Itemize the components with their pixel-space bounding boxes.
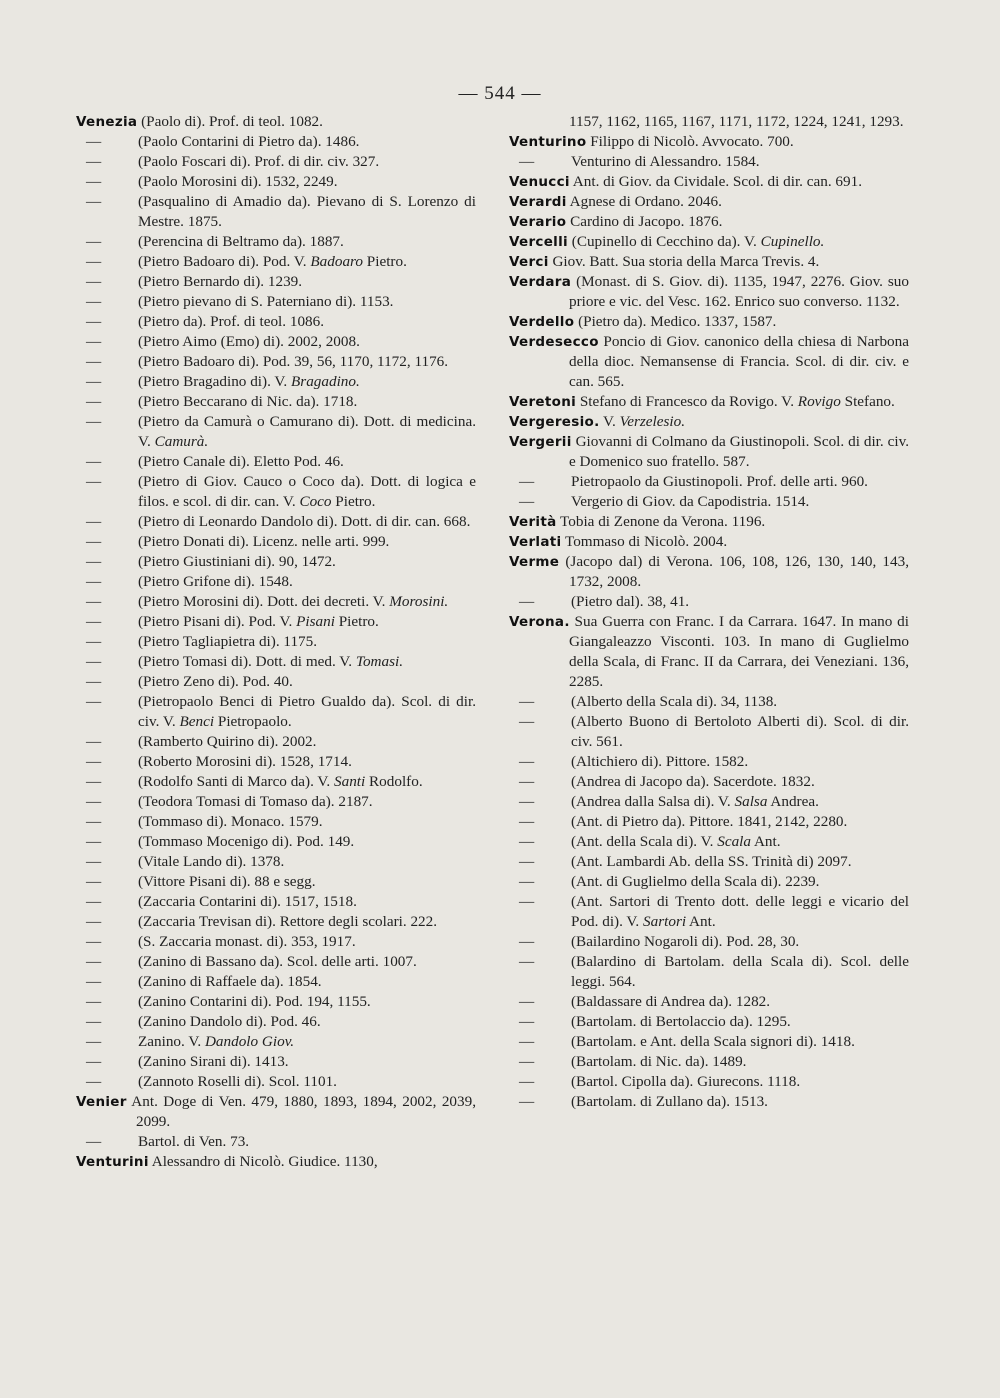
entry-dash: — <box>519 893 535 910</box>
entry-text: (Ant. della Scala di). V. <box>571 833 718 850</box>
entry-text: Tommaso di Nicolò. 2004. <box>561 533 728 550</box>
index-entry <box>509 612 909 692</box>
entry-dash: — <box>519 1093 535 1110</box>
entry-headword: Verdesecco <box>509 334 599 350</box>
entry-text: (Andrea di Jacopo da). Sacerdote. 1832. <box>571 773 815 790</box>
index-entry <box>509 772 909 792</box>
index-entry <box>509 212 909 232</box>
entry-text: (Pietro da Camurà o Camurano di). Dott. di medicina. V. <box>138 413 476 450</box>
entry-text: (Vittore Pisani di). 88 e segg. <box>138 873 316 890</box>
index-entry <box>76 172 476 192</box>
entry-text: 1157, 1162, 1165, 1167, 1171, 1172, 1224, 1241, 1293. <box>569 113 904 130</box>
entry-text: (Pietro Pisani di). Pod. V. <box>138 613 297 630</box>
entry-dash: — <box>86 453 102 470</box>
entry-text: (Pietro Beccarano di Nic. da). 1718. <box>138 393 358 410</box>
index-entry <box>76 812 476 832</box>
entry-dash: — <box>519 933 535 950</box>
entry-text: Giovanni di Colmano da Giustinopoli. Scol. di dir. civ. e Domenico suo fratello. 587. <box>569 433 909 470</box>
entry-headword: Vercelli <box>509 234 568 250</box>
entry-dash: — <box>86 913 102 930</box>
index-entry <box>76 672 476 692</box>
index-entry <box>509 232 909 252</box>
entry-text: (Pasqualino di Amadio da). Pievano di S. Lorenzo di Mestre. 1875. <box>138 193 476 230</box>
entry-text: (Ant. di Pietro da). Pittore. 1841, 2142, 2280. <box>571 813 848 830</box>
entry-headword: Verario <box>509 214 567 230</box>
index-entry <box>509 512 909 532</box>
entry-dash: — <box>86 1073 102 1090</box>
entry-dash: — <box>86 373 102 390</box>
entry-text: (Pietro da). Medico. 1337, 1587. <box>574 313 777 330</box>
index-entry <box>509 952 909 992</box>
entry-text: (Paolo di). Prof. di teol. 1082. <box>137 113 323 130</box>
entry-text: (Bartolam. di Zullano da). 1513. <box>571 1093 768 1110</box>
index-entry <box>509 1092 909 1112</box>
index-entry <box>76 252 476 272</box>
index-entry <box>76 792 476 812</box>
entry-reference: Santi <box>334 773 366 790</box>
entry-reference: Badoaro <box>310 253 363 270</box>
entry-text: (Perencina di Beltramo da). 1887. <box>138 233 344 250</box>
entry-text: (Tommaso di). Monaco. 1579. <box>138 813 323 830</box>
index-entry <box>76 292 476 312</box>
entry-text: Agnese di Ordano. 2046. <box>566 193 722 210</box>
index-entry <box>76 772 476 792</box>
index-entry <box>76 1092 476 1132</box>
entry-text-tail: Pietro. <box>363 253 407 270</box>
entry-dash: — <box>519 793 535 810</box>
entry-text-tail: Andrea. <box>767 793 819 810</box>
entry-reference: Rovigo <box>797 393 841 410</box>
entry-dash: — <box>86 613 102 630</box>
index-entry <box>76 1032 476 1052</box>
entry-headword: Venucci <box>509 174 570 190</box>
entry-headword: Venier <box>76 1094 127 1110</box>
right-column <box>509 112 909 1112</box>
index-entry <box>76 592 476 612</box>
index-entry <box>509 532 909 552</box>
index-entry <box>509 712 909 752</box>
entry-text: (Bartolam. di Bertolaccio da). 1295. <box>571 1013 791 1030</box>
entry-dash: — <box>519 713 535 730</box>
entry-dash: — <box>519 693 535 710</box>
entry-dash: — <box>86 673 102 690</box>
index-entry <box>76 512 476 532</box>
page-number: — 544 — <box>458 83 542 104</box>
index-entry <box>76 232 476 252</box>
entry-text: (Pietropaolo Benci di Pietro Gualdo da). Scol. di dir. civ. V. <box>138 693 476 730</box>
entry-text: (Pietro da). Prof. di teol. 1086. <box>138 313 325 330</box>
entry-dash: — <box>519 1073 535 1090</box>
entry-dash: — <box>519 813 535 830</box>
index-entry <box>509 112 909 132</box>
entry-dash: — <box>86 1013 102 1030</box>
entry-text: (Zanino Contarini di). Pod. 194, 1155. <box>138 993 371 1010</box>
entry-text-tail: Ant. <box>750 833 781 850</box>
entry-dash: — <box>86 593 102 610</box>
entry-text: (Alberto della Scala di). 34, 1138. <box>571 693 778 710</box>
entry-text: (Pietro di Giov. Cauco o Coco da). Dott. di logica e filos. e scol. di dir. can. V. <box>138 473 476 510</box>
entry-dash: — <box>86 273 102 290</box>
index-entry <box>509 992 909 1012</box>
entry-headword: Verità <box>509 514 557 530</box>
index-entry <box>76 412 476 452</box>
entry-text: Venturino di Alessandro. 1584. <box>571 153 760 170</box>
index-entry <box>76 832 476 852</box>
entry-reference: Tomasi. <box>355 653 404 670</box>
entry-text: (Pietro pievano di S. Paterniano di). 1153. <box>138 293 394 310</box>
entry-reference: Scala <box>717 833 751 850</box>
index-entry <box>509 312 909 332</box>
entry-text: (Andrea dalla Salsa di). V. <box>571 793 735 810</box>
entry-dash: — <box>86 513 102 530</box>
entry-text: (Roberto Morosini di). 1528, 1714. <box>138 753 352 770</box>
index-entry <box>509 812 909 832</box>
entry-dash: — <box>86 873 102 890</box>
index-entry <box>509 1032 909 1052</box>
entry-text: Stefano di Francesco da Rovigo. V. <box>576 393 798 410</box>
entry-text: Bartol. di Ven. 73. <box>138 1133 250 1150</box>
entry-text: (Ant. Lambardi Ab. della SS. Trinità di) 2097. <box>571 853 852 870</box>
entry-text: Sua Guerra con Franc. I da Carrara. 1647. In mano di Giangaleazzo Visconti. 103. In mano di Guglielmo della Scala, di Franc. II da Carrara, dei Veneziani. 136, 2285. <box>569 613 909 690</box>
entry-dash: — <box>86 173 102 190</box>
entry-text: Poncio di Giov. canonico della chiesa di Narbona della dioc. Nemansense di Francia. Scol. di dir. civ. e can. 565. <box>569 333 909 390</box>
entry-dash: — <box>519 953 535 970</box>
entry-dash: — <box>519 473 535 490</box>
entry-text: (Paolo Morosini di). 1532, 2249. <box>138 173 338 190</box>
entry-dash: — <box>86 773 102 790</box>
entry-dash: — <box>86 133 102 150</box>
index-entry <box>76 472 476 512</box>
entry-dash: — <box>86 293 102 310</box>
entry-reference: Camurà. <box>154 433 209 450</box>
index-entry <box>509 1012 909 1032</box>
entry-reference: Coco <box>299 493 332 510</box>
index-entry <box>509 132 909 152</box>
index-entry <box>509 432 909 472</box>
entry-text: (Pietro di Leonardo Dandolo di). Dott. di dir. can. 668. <box>138 513 471 530</box>
index-entry <box>76 112 476 132</box>
entry-text-tail: Ant. <box>686 913 716 930</box>
entry-dash: — <box>86 553 102 570</box>
entry-dash: — <box>86 313 102 330</box>
index-entry <box>76 612 476 632</box>
index-entry <box>509 1072 909 1092</box>
entry-headword: Verme <box>509 554 560 570</box>
entry-headword: Verdello <box>509 314 575 330</box>
index-entry <box>509 892 909 932</box>
entry-dash: — <box>519 853 535 870</box>
index-entry <box>76 912 476 932</box>
entry-dash: — <box>86 1053 102 1070</box>
entry-dash: — <box>86 153 102 170</box>
entry-dash: — <box>519 493 535 510</box>
entry-reference: Cupinello. <box>760 233 825 250</box>
entry-text: (Monast. di S. Giov. di). 1135, 1947, 2276. Giov. suo priore e vic. del Vesc. 162. Enrico suo converso. 1132. <box>569 273 909 310</box>
entry-dash: — <box>519 1053 535 1070</box>
index-entry <box>509 752 909 772</box>
entry-headword: Venezia <box>76 114 138 130</box>
entry-dash: — <box>86 853 102 870</box>
entry-headword: Verci <box>509 254 549 270</box>
entry-text: V. <box>599 413 620 430</box>
entry-dash: — <box>86 833 102 850</box>
entry-dash: — <box>86 393 102 410</box>
entry-text: (Zanino di Bassano da). Scol. delle arti. 1007. <box>138 953 417 970</box>
index-entry <box>76 652 476 672</box>
entry-text: (Vitale Lando di). 1378. <box>138 853 285 870</box>
entry-dash: — <box>519 753 535 770</box>
entry-text: (Baldassare di Andrea da). 1282. <box>571 993 771 1010</box>
entry-text: (Bartolam. di Nic. da). 1489. <box>571 1053 747 1070</box>
entry-headword: Vergerii <box>509 434 572 450</box>
index-entry <box>509 792 909 812</box>
index-entry <box>76 1152 476 1172</box>
entry-headword: Veretoni <box>509 394 577 410</box>
index-entry <box>76 392 476 412</box>
index-entry <box>76 132 476 152</box>
entry-dash: — <box>86 753 102 770</box>
entry-text: (Pietro dal). 38, 41. <box>571 593 690 610</box>
entry-text: (Ant. Sartori di Trento dott. delle leggi e vicario del Pod. di). V. <box>571 893 909 930</box>
entry-headword: Verona. <box>509 614 570 630</box>
index-entry <box>76 552 476 572</box>
entry-dash: — <box>86 893 102 910</box>
entry-text: (Pietro Tagliapietra di). 1175. <box>138 633 318 650</box>
entry-headword: Venturini <box>76 1154 149 1170</box>
entry-dash: — <box>519 993 535 1010</box>
entry-text-tail: Pietro. <box>334 613 379 630</box>
entry-text: Giov. Batt. Sua storia della Marca Trevis. 4. <box>548 253 820 270</box>
entry-headword: Verardi <box>509 194 567 210</box>
index-entry <box>76 1072 476 1092</box>
index-entry <box>509 472 909 492</box>
entry-dash: — <box>86 633 102 650</box>
index-entry <box>76 332 476 352</box>
index-entry <box>509 272 909 312</box>
entry-text: (Pietro Aimo (Emo) di). 2002, 2008. <box>138 333 360 350</box>
entry-text: (Zanino di Raffaele da). 1854. <box>138 973 322 990</box>
entry-text: (Pietro Canale di). Eletto Pod. 46. <box>138 453 344 470</box>
index-entry <box>509 192 909 212</box>
index-entry <box>76 152 476 172</box>
index-entry <box>509 332 909 392</box>
entry-dash: — <box>86 733 102 750</box>
index-entry <box>76 952 476 972</box>
entry-dash: — <box>86 353 102 370</box>
index-entry <box>76 732 476 752</box>
entry-text: (Pietro Badoaro di). Pod. V. <box>138 253 311 270</box>
index-entry <box>76 632 476 652</box>
index-entry <box>509 872 909 892</box>
entry-dash: — <box>86 933 102 950</box>
index-entry <box>509 592 909 612</box>
index-entry <box>76 372 476 392</box>
entry-text: Tobia di Zenone da Verona. 1196. <box>556 513 766 530</box>
entry-dash: — <box>86 193 102 210</box>
index-entry <box>509 932 909 952</box>
index-entry <box>509 852 909 872</box>
entry-text: (Paolo Foscari di). Prof. di dir. civ. 327. <box>138 153 380 170</box>
entry-dash: — <box>519 1033 535 1050</box>
entry-text: (Alberto Buono di Bertoloto Alberti di). Scol. di dir. civ. 561. <box>571 713 909 750</box>
entry-text: (Pietro Morosini di). Dott. dei decreti. V. <box>138 593 390 610</box>
entry-dash: — <box>86 973 102 990</box>
left-column <box>76 112 476 1172</box>
entry-text: (Teodora Tomasi di Tomaso da). 2187. <box>138 793 373 810</box>
entry-dash: — <box>86 1033 102 1050</box>
entry-text: Pietropaolo da Giustinopoli. Prof. delle arti. 960. <box>571 473 868 490</box>
entry-dash: — <box>86 693 102 710</box>
index-entry <box>76 992 476 1012</box>
entry-headword: Venturino <box>509 134 587 150</box>
index-entry <box>76 352 476 372</box>
entry-text: (Zanino Dandolo di). Pod. 46. <box>138 1013 321 1030</box>
entry-dash: — <box>86 793 102 810</box>
entry-text: Cardino di Jacopo. 1876. <box>566 213 723 230</box>
index-entry <box>76 692 476 732</box>
index-entry <box>509 492 909 512</box>
entry-text: (S. Zaccaria monast. di). 353, 1917. <box>138 933 356 950</box>
entry-text: (Pietro Tomasi di). Dott. di med. V. <box>138 653 356 670</box>
entry-text: (Paolo Contarini di Pietro da). 1486. <box>138 133 360 150</box>
index-entry <box>76 312 476 332</box>
index-entry <box>76 892 476 912</box>
entry-reference: Bragadino. <box>291 373 360 390</box>
entry-text: (Bailardino Nogaroli di). Pod. 28, 30. <box>571 933 800 950</box>
entry-text: (Pietro Bernardo di). 1239. <box>138 273 303 290</box>
entry-reference: Sartori <box>643 913 687 930</box>
entry-text: (Altichiero di). Pittore. 1582. <box>571 753 749 770</box>
entry-headword: Verlati <box>509 534 562 550</box>
index-entry <box>76 1132 476 1152</box>
index-entry <box>76 532 476 552</box>
entry-text-tail: Rodolfo. <box>365 773 423 790</box>
index-entry <box>76 932 476 952</box>
entry-headword: Vergeresio. <box>509 414 600 430</box>
entry-dash: — <box>86 233 102 250</box>
index-entry <box>509 692 909 712</box>
entry-dash: — <box>86 953 102 970</box>
index-entry <box>76 272 476 292</box>
index-entry <box>509 252 909 272</box>
entry-text-tail: Stefano. <box>840 393 895 410</box>
index-entry <box>509 392 909 412</box>
entry-text: (Zaccaria Contarini di). 1517, 1518. <box>138 893 357 910</box>
entry-reference: Salsa <box>734 793 768 810</box>
entry-text: Vergerio di Giov. da Capodistria. 1514. <box>571 493 810 510</box>
entry-dash: — <box>519 593 535 610</box>
entry-reference: Morosini. <box>389 593 449 610</box>
entry-dash: — <box>86 533 102 550</box>
entry-text: Zanino. V. <box>138 1033 205 1050</box>
entry-reference: Verzelesio. <box>619 413 686 430</box>
entry-dash: — <box>519 773 535 790</box>
entry-text: (Jacopo dal) di Verona. 106, 108, 126, 130, 140, 143, 1732, 2008. <box>559 553 909 590</box>
entry-dash: — <box>86 653 102 670</box>
entry-text: (Zanino Sirani di). 1413. <box>138 1053 289 1070</box>
entry-headword: Verdara <box>509 274 572 290</box>
entry-text: (Rodolfo Santi di Marco da). V. <box>138 773 335 790</box>
entry-reference: Benci <box>179 713 215 730</box>
entry-dash: — <box>86 573 102 590</box>
entry-text: Alessandro di Nicolò. Giudice. 1130, <box>148 1153 378 1170</box>
entry-reference: Pisani <box>296 613 335 630</box>
entry-text: Ant. di Giov. da Cividale. Scol. di dir. can. 691. <box>569 173 863 190</box>
index-entry <box>76 972 476 992</box>
entry-text: (Zannoto Roselli di). Scol. 1101. <box>138 1073 337 1090</box>
entry-text: (Ant. di Guglielmo della Scala di). 2239. <box>571 873 820 890</box>
entry-text: (Bartol. Cipolla da). Giurecons. 1118. <box>571 1073 801 1090</box>
index-entry <box>509 172 909 192</box>
entry-text: (Balardino di Bartolam. della Scala di). Scol. delle leggi. 564. <box>571 953 909 990</box>
entry-dash: — <box>86 813 102 830</box>
index-entry <box>76 192 476 232</box>
index-entry <box>76 452 476 472</box>
index-entry <box>76 852 476 872</box>
entry-dash: — <box>86 413 102 430</box>
entry-dash: — <box>86 993 102 1010</box>
entry-text: (Bartolam. e Ant. della Scala signori di). 1418. <box>571 1033 855 1050</box>
index-entry <box>509 152 909 172</box>
entry-text: (Zaccaria Trevisan di). Rettore degli scolari. 222. <box>138 913 438 930</box>
entry-dash: — <box>86 253 102 270</box>
index-entry <box>76 1052 476 1072</box>
entry-text: (Ramberto Quirino di). 2002. <box>138 733 317 750</box>
entry-text: Ant. Doge di Ven. 479, 1880, 1893, 1894, 2002, 2039, 2099. <box>126 1093 476 1130</box>
entry-dash: — <box>86 473 102 490</box>
entry-text: (Pietro Giustiniani di). 90, 1472. <box>138 553 336 570</box>
entry-dash: — <box>519 833 535 850</box>
entry-dash: — <box>519 153 535 170</box>
entry-text: (Tommaso Mocenigo di). Pod. 149. <box>138 833 355 850</box>
index-entry <box>76 872 476 892</box>
index-entry <box>509 412 909 432</box>
entry-text: (Pietro Badoaro di). Pod. 39, 56, 1170, 1172, 1176. <box>138 353 449 370</box>
index-entry <box>76 1012 476 1032</box>
index-entry <box>509 552 909 592</box>
index-entry <box>76 752 476 772</box>
entry-dash: — <box>519 1013 535 1030</box>
index-entry <box>509 832 909 852</box>
entry-text: (Pietro Grifone di). 1548. <box>138 573 293 590</box>
entry-text-tail: Pietropaolo. <box>214 713 292 730</box>
entry-text: (Pietro Donati di). Licenz. nelle arti. 999. <box>138 533 390 550</box>
entry-text: (Cupinello di Cecchino da). V. <box>567 233 761 250</box>
entry-reference: Dandolo Giov. <box>204 1033 295 1050</box>
entry-dash: — <box>86 1133 102 1150</box>
index-entry <box>76 572 476 592</box>
entry-text: Filippo di Nicolò. Avvocato. 700. <box>586 133 794 150</box>
entry-dash: — <box>519 873 535 890</box>
index-entry <box>509 1052 909 1072</box>
entry-text: (Pietro Zeno di). Pod. 40. <box>138 673 293 690</box>
entry-text: (Pietro Bragadino di). V. <box>138 373 291 390</box>
entry-text-tail: Pietro. <box>331 493 376 510</box>
entry-dash: — <box>86 333 102 350</box>
